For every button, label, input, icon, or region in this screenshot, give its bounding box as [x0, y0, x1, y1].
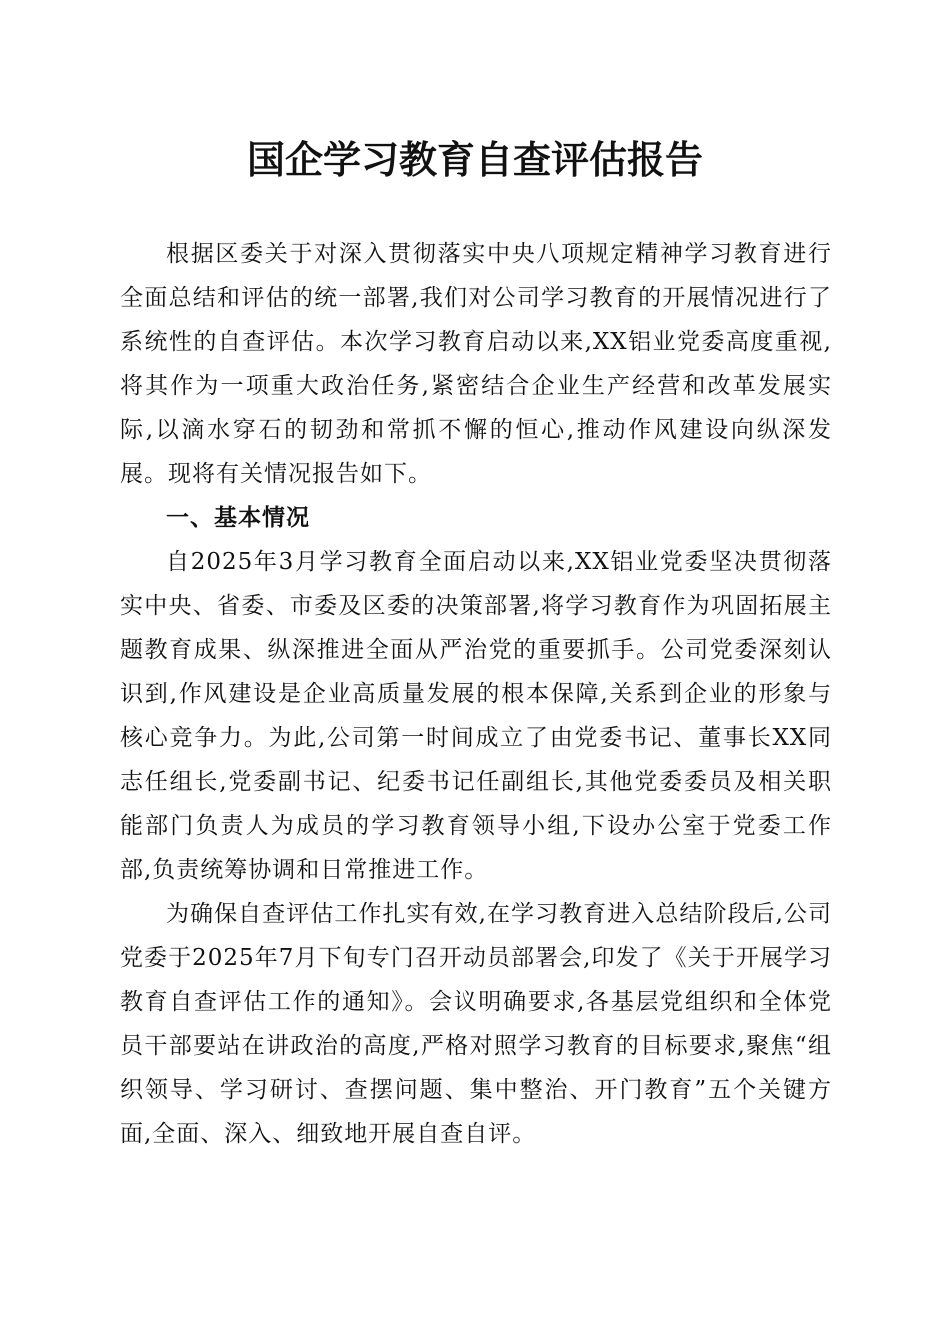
section-heading-basic-situation: 一、基本情况 [166, 505, 310, 531]
section1-paragraph-1: 自2025年3月学习教育全面启动以来,XX铝业党委坚决贯彻落实中央、省委、市委及区委的决策部署,将学习教育作为巩固拓展主题教育成果、纵深推进全面从严治党的重要抓手。公司党委深刻认识到,作风建设是企业高质量发展的根本保障,关系到企业的形象与核心竞争力。为此,公司第一时间成立了由党委书记、董事长XX同志任组长,党委副书记、纪委书记任副组长,其他党委委员及相关职能部门负责人为成员的学习教育领导小组,下设办公室于党委工作部,负责统筹协调和日常推进工作。 [120, 549, 832, 883]
section1-paragraph-2: 为确保自查评估工作扎实有效,在学习教育进入总结阶段后,公司党委于2025年7月下旬专门召开动员部署会,印发了《关于开展学习教育自查评估工作的通知》。会议明确要求,各基层党组织和全体党员干部要站在讲政治的高度,严格对照学习教育的目标要求,聚焦“组织领导、学习研讨、查摆问题、集中整治、开门教育”五个关键方面,全面、深入、细致地开展自查自评。 [120, 901, 832, 1147]
intro-paragraph: 根据区委关于对深入贯彻落实中央八项规定精神学习教育进行全面总结和评估的统一部署,我们对公司学习教育的开展情况进行了系统性的自查评估。本次学习教育启动以来,XX铝业党委高度重视,将其作为一项重大政治任务,紧密结合企业生产经营和改革发展实际,以滴水穿石的韧劲和常抓不懈的恒心,推动作风建设向纵深发展。现将有关情况报告如下。 [120, 241, 832, 487]
document-body [120, 232, 832, 1156]
document-title: 国企学习教育自查评估报告 [246, 138, 703, 182]
